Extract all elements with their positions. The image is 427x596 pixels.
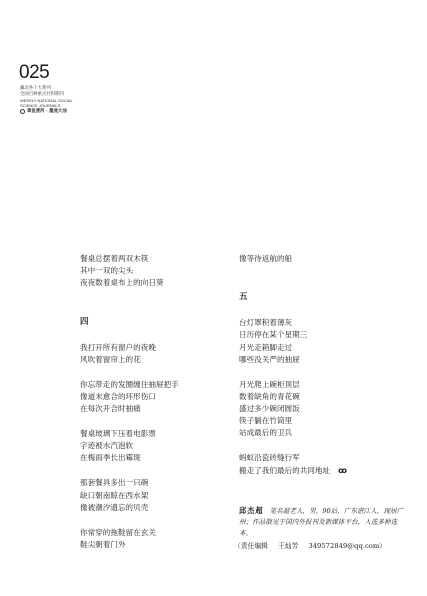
poem-line: 字迹被水汽泡软 [80,441,134,451]
poem-line: 盛过多少碗闭圆饭 [239,404,300,414]
poem-line: 像道未愈合的环形伤口 [80,391,156,401]
poem-line-text: 搬走了我们最后的共同地址 [239,465,331,475]
poem-stanza [80,253,179,290]
header-publisher [20,109,67,114]
poem-stanza [80,527,179,551]
editor-email: 349572849@qq.com） [308,542,387,550]
poem-line: 像被潮汐遗忘的贝壳 [80,502,149,512]
poem-stanza [239,253,347,265]
poem-line: 餐桌总摆着两双木筷 [80,254,149,263]
page-number: 025 [19,62,50,83]
poem-line: 缺口朝南晾在西水架 [80,490,149,500]
poem-line: 我打开所有窗户的夜晚 [80,342,156,352]
author-name: 邱杰超 [239,506,264,515]
header-series-line: 藏北各十大系列 [20,86,51,91]
right-poem-column [239,253,347,490]
header-english-line-2: SCIENCE JOURNALS [20,103,61,108]
poem-line: 蚂蚁沿瓷砖缝行军 [239,453,300,463]
author-bio-text: 笔名超老人，男，90后，广东湛江人，现居广州；作品散见于国内外报刊及新媒体平台，入选多种选本。 [239,507,404,538]
poem-line: 夜夜数着桌布上的向日葵 [80,278,164,288]
poem-line: 餐桌玻璃下压着电影票 [80,429,156,439]
poem-line: 站成最后的卫兵 [239,428,293,438]
publisher-logo-icon [20,109,25,114]
poem-line: 像等待返航的船 [239,254,293,263]
publisher-name: 章鱼渡河 · 墨流大油 [27,109,67,114]
poem-stanza [80,477,179,514]
poem-stanza [80,428,179,465]
poem-line: 台灯罩积着薄灰 [239,318,293,328]
poem-line: 数着缺角的青花碗 [239,391,300,401]
left-poem-column [80,253,179,564]
poem-line [239,465,347,477]
section-heading-five: 五 [239,292,248,303]
poem-line: 那套餐具多出一只碗 [80,478,149,488]
poem-line: 你常穿的拖鞋留在玄关 [80,527,156,537]
poem-line: 筷子躺在竹筒里 [239,416,293,426]
header-english-line-1: WEEKLY NATIONAL SOCIAL [20,98,73,103]
section-heading-four: 四 [80,316,89,327]
poem-line: 在每次开合时抽痛 [80,404,141,414]
editor-credit [234,541,386,551]
poem-stanza [80,342,179,366]
author-bio [239,505,409,540]
poem-line: 鞋尖朝着门外 [80,540,126,549]
poem-line: 你忘带走的发圈缠住抽屉把手 [80,379,179,389]
poem-line: 日历停在某个星期三 [239,330,308,340]
poem-line: 风吹着窗帘上的花 [80,354,141,364]
poem-stanza [80,379,179,416]
editor-label: （责任编辑 [234,542,268,550]
poem-stanza [239,317,347,366]
end-mark-icon: ꝏ [338,465,347,475]
poem-line: 其中一双的尖头 [80,266,134,276]
editor-name: 王灿芳 [277,542,299,550]
poem-stanza [239,379,347,440]
poem-stanza [239,452,347,476]
poem-line: 月光走箱脚走过 [239,342,293,352]
poem-line: 哪些没关严的抽屉 [239,354,300,364]
poem-line: 在梅雨季长出霉斑 [80,453,141,463]
header-journal-line: 全国百种重点社科期刊 [20,92,64,97]
poem-line: 月光爬上碗柜顶层 [239,379,300,389]
